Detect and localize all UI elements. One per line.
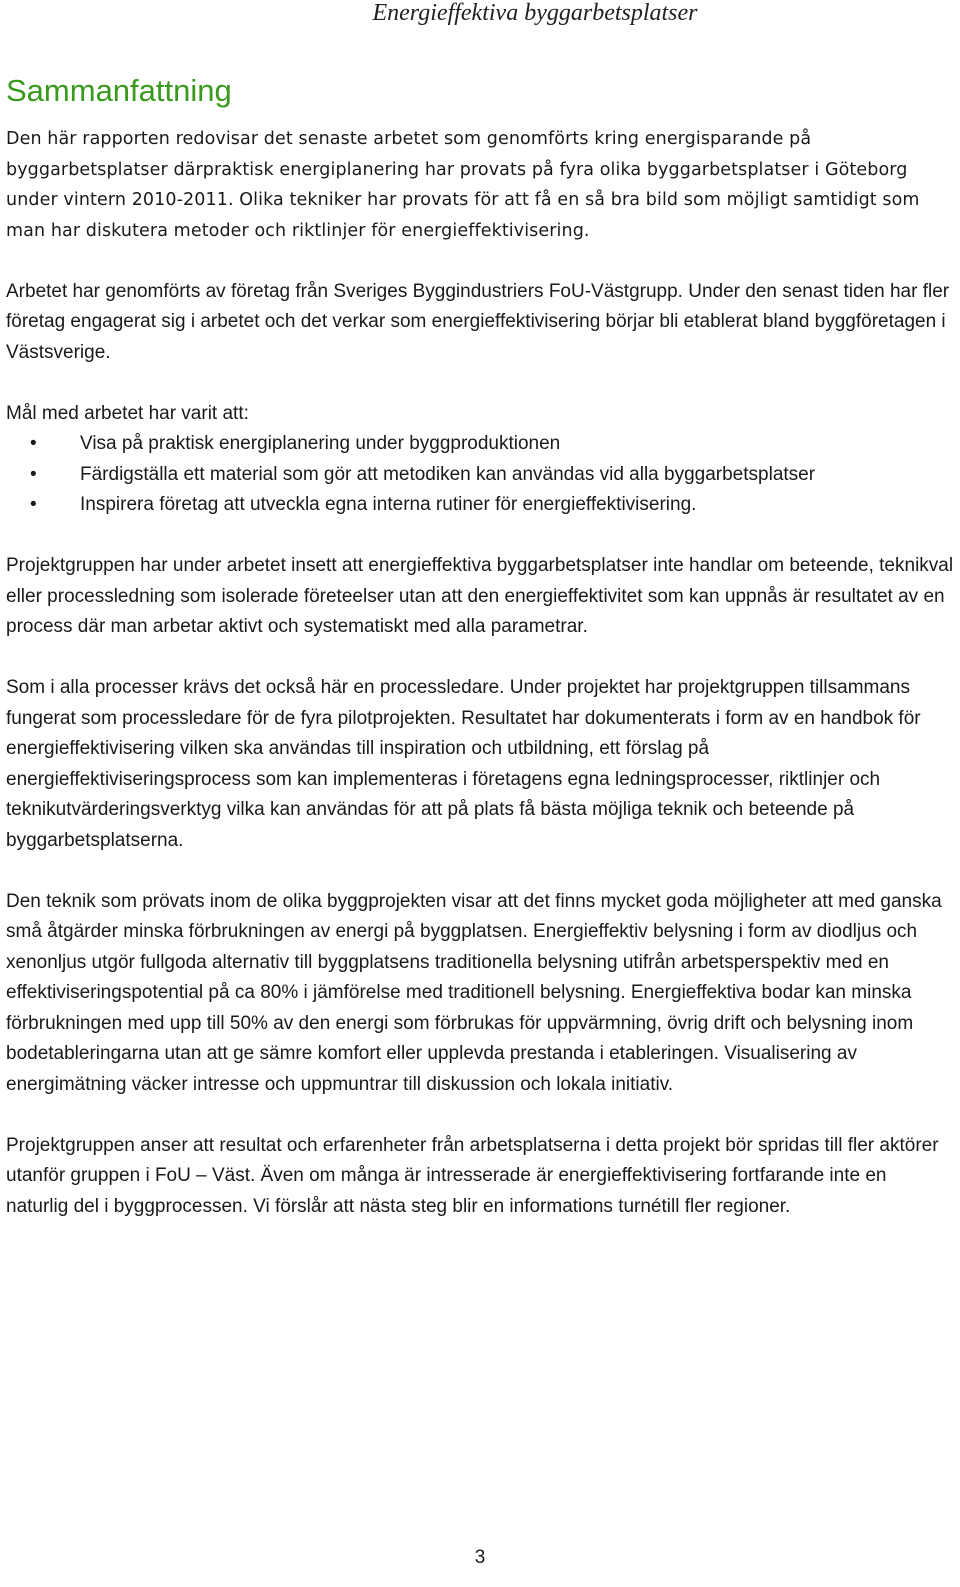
bullet-icon: • — [30, 463, 37, 485]
document-body — [6, 124, 954, 1253]
list-item-text: Inspirera företag att utveckla egna interna rutiner för energieffektivisering. — [80, 494, 697, 515]
paragraph-technology: Den teknik som prövats inom de olika byggprojekten visar att det finns mycket goda möjligheter att med ganska små åtgärder minska förbrukningen av energi på byggplatsen. Energieffektiv belysning i form av diodljus och xenonljus utgör fullgoda alternativ till byggplatsens traditionella belysning utifrån arbetsperspektiv med en effektiviseringspotential på ca 80% i jämförelse med traditionell belysning. Energieffektiva bodar kan minska förbrukningen med upp till 50% av den energi som förbrukas för uppvärmning, övrig drift och belysning inom bodetableringarna utan att ge sämre komfort eller upplevda prestanda i etableringen. Visualisering av energimätning väcker intresse och uppmuntrar till diskussion och lokala initiativ. — [6, 890, 942, 1095]
paragraph-insight: Projektgruppen har under arbetet insett att energieffektiva byggarbetsplatser inte handlar om beteende, teknikval eller processledning som isolerade företeelser utan att den energieffektivitet som kan uppnås är resultatet av en process där man arbetar aktivt och systematiskt med alla parametrar. — [6, 555, 954, 637]
section-title: Sammanfattning — [6, 73, 232, 108]
list-item-text: Färdigställa ett material som gör att metodiken kan användas vid alla byggarbetsplatser — [80, 463, 816, 485]
list-item — [6, 429, 954, 460]
paragraph-process-leader: Som i alla processer krävs det också här en processledare. Under projektet har projektgruppen tillsammans fungerat som processledare för de fyra pilotprojekten. Resultatet har dokumenterats i form av en handbok för energieffektivisering vilken ska användas till inspiration och utbildning, ett förslag på energieffektiviseringsprocess som kan implementeras i företagens egna ledningsprocesser, riktlinjer och teknikutvärderingsverktyg vilka kan användas för att på plats få bästa möjliga teknik och beteende på byggarbetsplatserna. — [6, 677, 921, 851]
paragraph-goals-intro: Mål med arbetet har varit att: — [6, 402, 249, 424]
bullet-icon: • — [30, 433, 37, 454]
list-item — [6, 490, 954, 521]
bullet-icon: • — [30, 494, 37, 515]
paragraph-intro: Den här rapporten redovisar det senaste arbetet som genomförts kring energisparande på byggarbetsplatser därpraktisk energiplanering har provats på fyra olika byggarbetsplatser i Göteborg under vintern 2010-2011. Olika tekniker har provats för att få en så bra bild som möjligt samtidigt som man har diskutera metoder och riktlinjer för energieffektivisering. — [6, 129, 920, 241]
list-item — [6, 460, 954, 491]
page-number: 3 — [474, 1547, 486, 1568]
goals-list — [6, 429, 954, 521]
list-item-text: Visa på praktisk energiplanering under byggproduktionen — [80, 433, 561, 454]
running-header: Energieffektiva byggarbetsplatser — [372, 0, 698, 26]
paragraph-recommendation: Projektgruppen anser att resultat och erfarenheter från arbetsplatserna i detta projekt bör spridas till fler aktörer utanför gruppen i FoU – Väst. Även om många är intresserade är energieffektivisering fortfarande inte en naturlig del i byggprocessen. Vi förslår att nästa steg blir en informations turnétill fler regioner. — [6, 1134, 939, 1217]
paragraph-organisation: Arbetet har genomförts av företag från Sveriges Byggindustriers FoU-Västgrupp. Under den senast tiden har fler företag engagerat sig i arbetet och det verkar som energieffektivisering börjar bli etablerat bland byggföretagen i Västsverige. — [6, 280, 950, 363]
